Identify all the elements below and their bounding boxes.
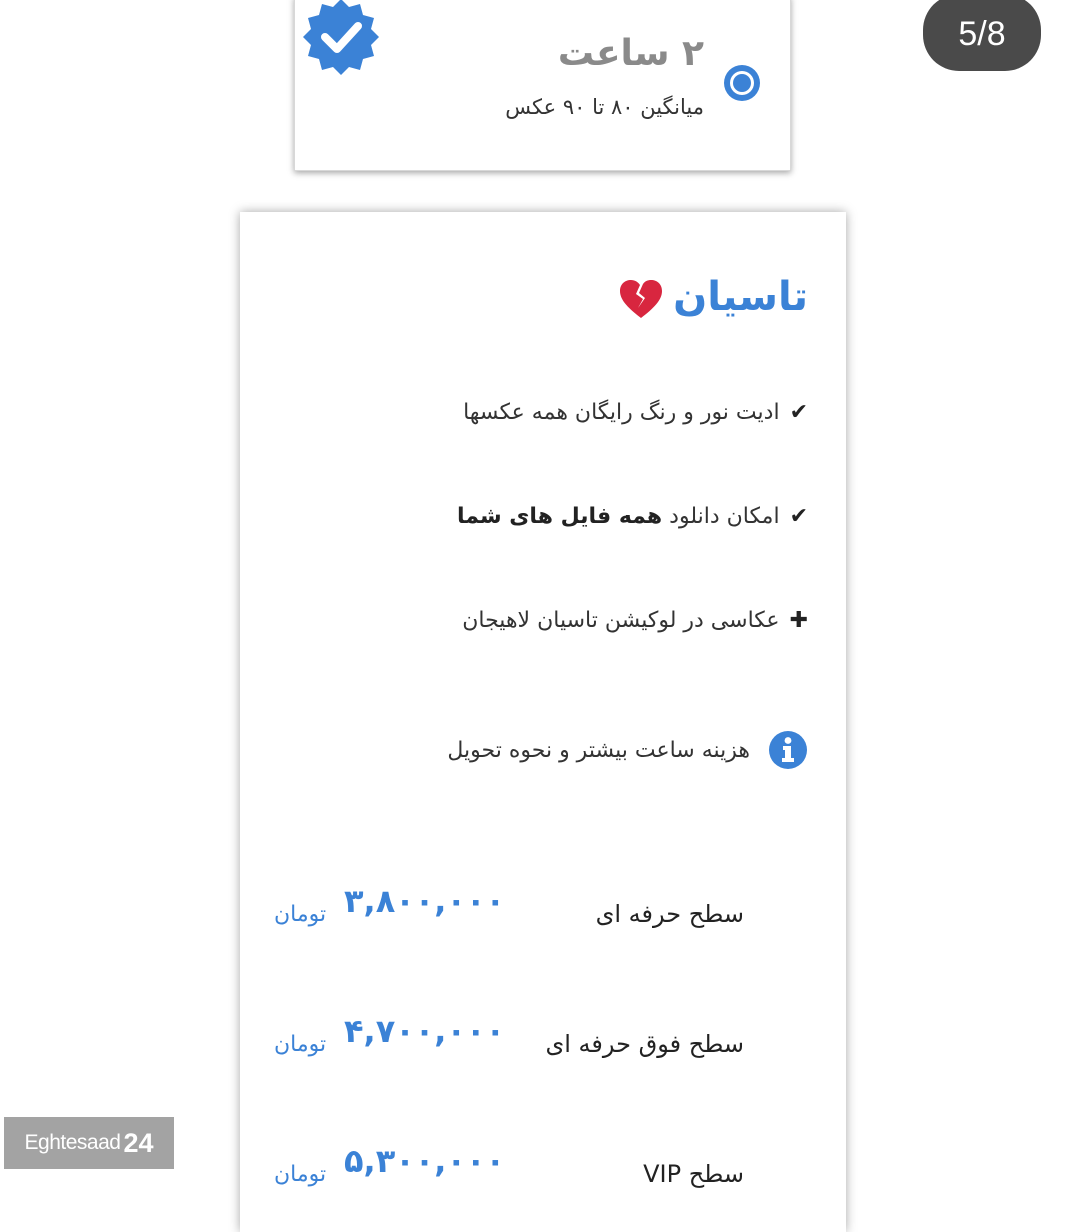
watermark-number: 24 <box>123 1127 154 1158</box>
radio-selected-icon[interactable] <box>722 63 762 103</box>
feature-text-bold: همه فایل های شما <box>456 504 663 529</box>
feature-item-download <box>457 504 808 529</box>
check-icon: ✔ <box>789 400 808 425</box>
package-title: تاسیان <box>673 274 808 320</box>
price-currency: تومان <box>274 1162 327 1187</box>
watermark-name: Eghtesaad <box>24 1131 121 1154</box>
price-row-vip[interactable] <box>240 1142 846 1212</box>
average-photos-label: میانگین ۸۰ تا ۹۰ عکس <box>505 95 704 119</box>
price-amount: ۴,۷۰۰,۰۰۰ <box>344 1012 506 1050</box>
plus-icon: ✚ <box>789 608 808 633</box>
duration-option-card[interactable] <box>294 0 791 171</box>
price-currency: تومان <box>274 902 327 927</box>
price-amount: ۵,۳۰۰,۰۰۰ <box>344 1142 506 1180</box>
duration-label: ۲ ساعت <box>557 33 704 74</box>
feature-text-prefix: امکان دانلود <box>662 504 780 529</box>
price-row-super-pro[interactable] <box>240 1012 846 1082</box>
broken-heart-icon <box>618 278 664 320</box>
price-row-pro[interactable] <box>240 882 846 952</box>
price-level-label: سطح فوق حرفه ای <box>545 1030 744 1058</box>
feature-text: عکاسی در لوکیشن تاسیان لاهیجان <box>462 608 780 633</box>
verified-check-icon <box>301 0 381 77</box>
feature-item-location <box>462 608 808 633</box>
info-icon <box>768 730 808 770</box>
price-level-label: سطح VIP <box>643 1160 744 1188</box>
more-info-link[interactable] <box>447 730 808 770</box>
package-card <box>240 212 846 1232</box>
check-icon: ✔ <box>789 504 808 529</box>
slide-counter-label: 5/8 <box>958 15 1006 53</box>
watermark-logo <box>4 1117 174 1169</box>
price-level-label: سطح حرفه ای <box>595 900 744 928</box>
price-amount: ۳,۸۰۰,۰۰۰ <box>344 882 506 920</box>
more-info-text: هزینه ساعت بیشتر و نحوه تحویل <box>447 737 750 763</box>
feature-text: ادیت نور و رنگ رایگان همه عکسها <box>463 400 780 425</box>
feature-item-edit <box>463 400 808 425</box>
price-currency: تومان <box>274 1032 327 1057</box>
slide-counter <box>923 0 1041 71</box>
